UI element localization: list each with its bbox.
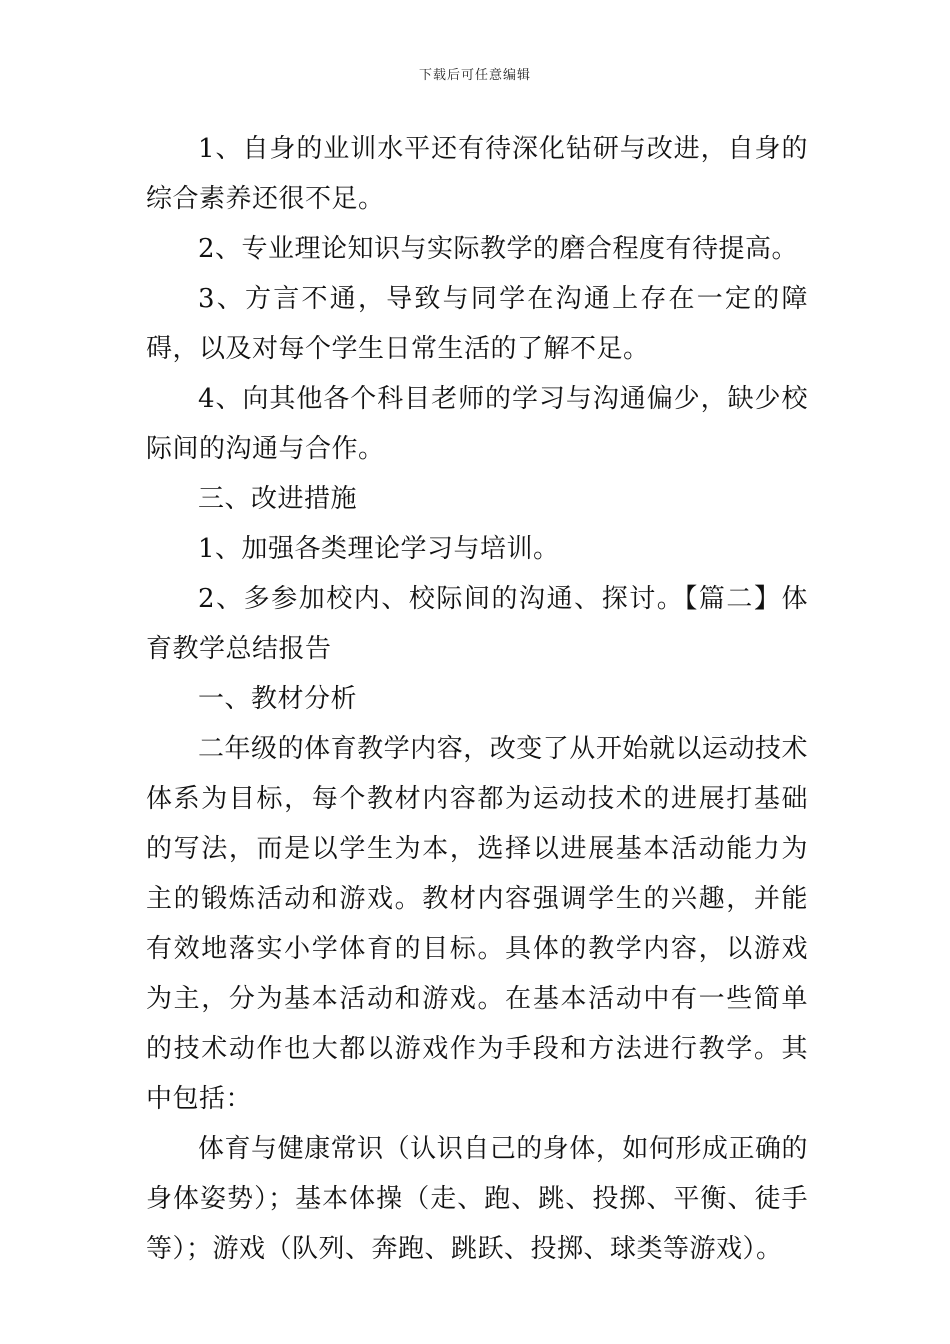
paragraph-weakness-1: 1、自身的业训水平还有待深化钻研与改进，自身的综合素养还很不足。 xyxy=(146,134,808,214)
section-heading-improvement: 三、改进措施 xyxy=(198,484,358,514)
paragraph-weakness-3: 3、方言不通，导致与同学在沟通上存在一定的障碍，以及对每个学生日常生活的了解不足。 xyxy=(146,284,808,364)
page-header-note: 下载后可任意编辑 xyxy=(418,68,531,83)
paragraph-material-list: 体育与健康常识（认识自己的身体，如何形成正确的身体姿势）；基本体操（走、跑、跳、投掷、平衡、徒手等）；游戏（队列、奔跑、跳跃、投掷、球类等游戏）。 xyxy=(146,1134,808,1264)
paragraph-improvement-2: 2、多参加校内、校际间的沟通、探讨。【篇二】体育教学总结报告 xyxy=(146,584,808,664)
section-heading-material-analysis: 一、教材分析 xyxy=(198,684,358,714)
paragraph-weakness-4: 4、向其他各个科目老师的学习与沟通偏少，缺少校际间的沟通与合作。 xyxy=(146,384,808,464)
paragraph-material-content: 二年级的体育教学内容，改变了从开始就以运动技术体系为目标，每个教材内容都为运动技术的进展打基础的写法，而是以学生为本，选择以进展基本活动能力为主的锻炼活动和游戏。教材内容强调学生的兴趣，并能有效地落实小学体育的目标。具体的教学内容，以游戏为主，分为基本活动和游戏。在基本活动中有一些简单的技术动作也大都以游戏作为手段和方法进行教学。其中包括： xyxy=(146,734,808,1114)
paragraph-improvement-1: 1、加强各类理论学习与培训。 xyxy=(198,534,560,564)
document-body xyxy=(146,124,808,1274)
paragraph-weakness-2: 2、专业理论知识与实际教学的磨合程度有待提高。 xyxy=(198,234,799,264)
